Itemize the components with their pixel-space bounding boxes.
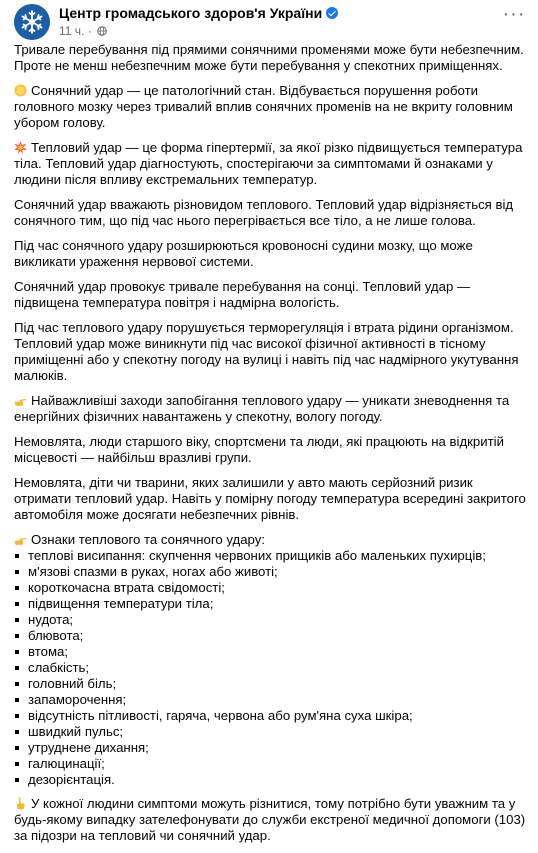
post-paragraph: У кожної людини симптоми можуть різнитися, тому потрібно бути уважним та у будь-якому випадку зателефонувати до служби екстреної медичної допомоги (103) за підозри на тепловий чи сонячний удар. (14, 796, 526, 843)
list-item: блювота; (14, 628, 526, 644)
list-item: дезорієнтація. (14, 772, 526, 788)
page-name-link[interactable]: Центр громадського здоров'я України (59, 5, 323, 21)
pointing-hand-emoji-icon (14, 533, 27, 546)
post-paragraph: Під час теплового удару порушується терморегуляція і втрата рідини організмом. Тепловий удар може виникнути під час високої фізичної активності в тісному приміщенні або у спекотну погоду на вулиці і навіть під час надмірного укутування малюків. (14, 320, 519, 383)
list-item: втома; (14, 644, 526, 660)
verified-badge-icon (326, 7, 338, 19)
post-paragraph: Тепловий удар — це форма гіпертермії, за якої різко підвищується температура тіла. Тепловий удар діагностують, спостерігаючи за симптомами й ознаками у людини після впливу екстремальних температур. (14, 140, 523, 187)
post-paragraph: Сонячний удар вважають різновидом теплового. Тепловий удар відрізняється від сонячного тим, що під час нього перегрівається все тіло, а не лише голова. (14, 197, 514, 228)
list-item: теплові висипання: скупчення червоних прищиків або маленьких пухирців; (14, 548, 526, 564)
collision-emoji-icon (14, 141, 27, 154)
post-paragraph: Сонячний удар — це патологічний стан. Відбувається порушення роботи головного мозку через тривалий вплив сонячних променів на не вкриту головним убором голову. (14, 83, 513, 130)
list-item: короткочасна втрата свідомості; (14, 580, 526, 596)
globe-icon[interactable] (97, 26, 107, 36)
list-item: відсутність пітливості, гаряча, червона або рум'яна суха шкіра; (14, 708, 526, 724)
list-item: підвищення температури тіла; (14, 596, 526, 612)
snowflake-logo-icon (14, 4, 50, 40)
post-paragraph: Немовлята, діти чи тварини, яких залишили у авто мають серйозний ризик отримати тепловий удар. Навіть у помірну погоду температура всередині закритого автомобіля може досягати небезпечних рівнів. (14, 475, 526, 522)
list-item: швидкий пульс; (14, 724, 526, 740)
sun-emoji-icon (14, 84, 27, 97)
post-time[interactable]: 11 ч. (59, 24, 85, 38)
post-body (14, 42, 526, 853)
post-paragraph: Сонячний удар провокує тривале перебування на сонці. Тепловий удар — підвищена температура повітря і надмірна вологість. (14, 279, 471, 310)
raised-finger-emoji-icon (14, 797, 27, 810)
more-options-button[interactable]: ··· (502, 3, 526, 25)
list-item: запаморочення; (14, 692, 526, 708)
signs-heading: Ознаки теплового та сонячного удару: (14, 532, 526, 548)
list-item: м'язові спазми в руках, ногах або животі; (14, 564, 526, 580)
post-header (14, 4, 528, 38)
post-paragraph: Тривале перебування під прямими сонячними променями може бути небезпечним. Проте не менш небезпечним може бути перебування у спекотних приміщеннях. (14, 42, 524, 73)
post-paragraph: Немовлята, люди старшого віку, спортсмени та люди, які працюють на відкритій місцевості — найбільш вразливі групи. (14, 434, 504, 465)
list-item: головний біль; (14, 676, 526, 692)
signs-list (14, 548, 526, 788)
avatar[interactable] (14, 4, 50, 40)
list-item: слабкість; (14, 660, 526, 676)
list-item: нудота; (14, 612, 526, 628)
post-paragraph: Найважливіші заходи запобігання теплового удару — уникати зневоднення та енергійних фізичних навантажень у спекотну, вологу погоду. (14, 393, 510, 424)
list-item: утруднене дихання; (14, 740, 526, 756)
meta-separator: · (87, 24, 92, 38)
pointing-hand-emoji-icon (14, 394, 27, 407)
post-paragraph: Під час сонячного удару розширюються кровоносні судини мозку, що може викликати ураження нервової системи. (14, 238, 473, 269)
list-item: галюцинації; (14, 756, 526, 772)
post-meta (59, 24, 107, 38)
